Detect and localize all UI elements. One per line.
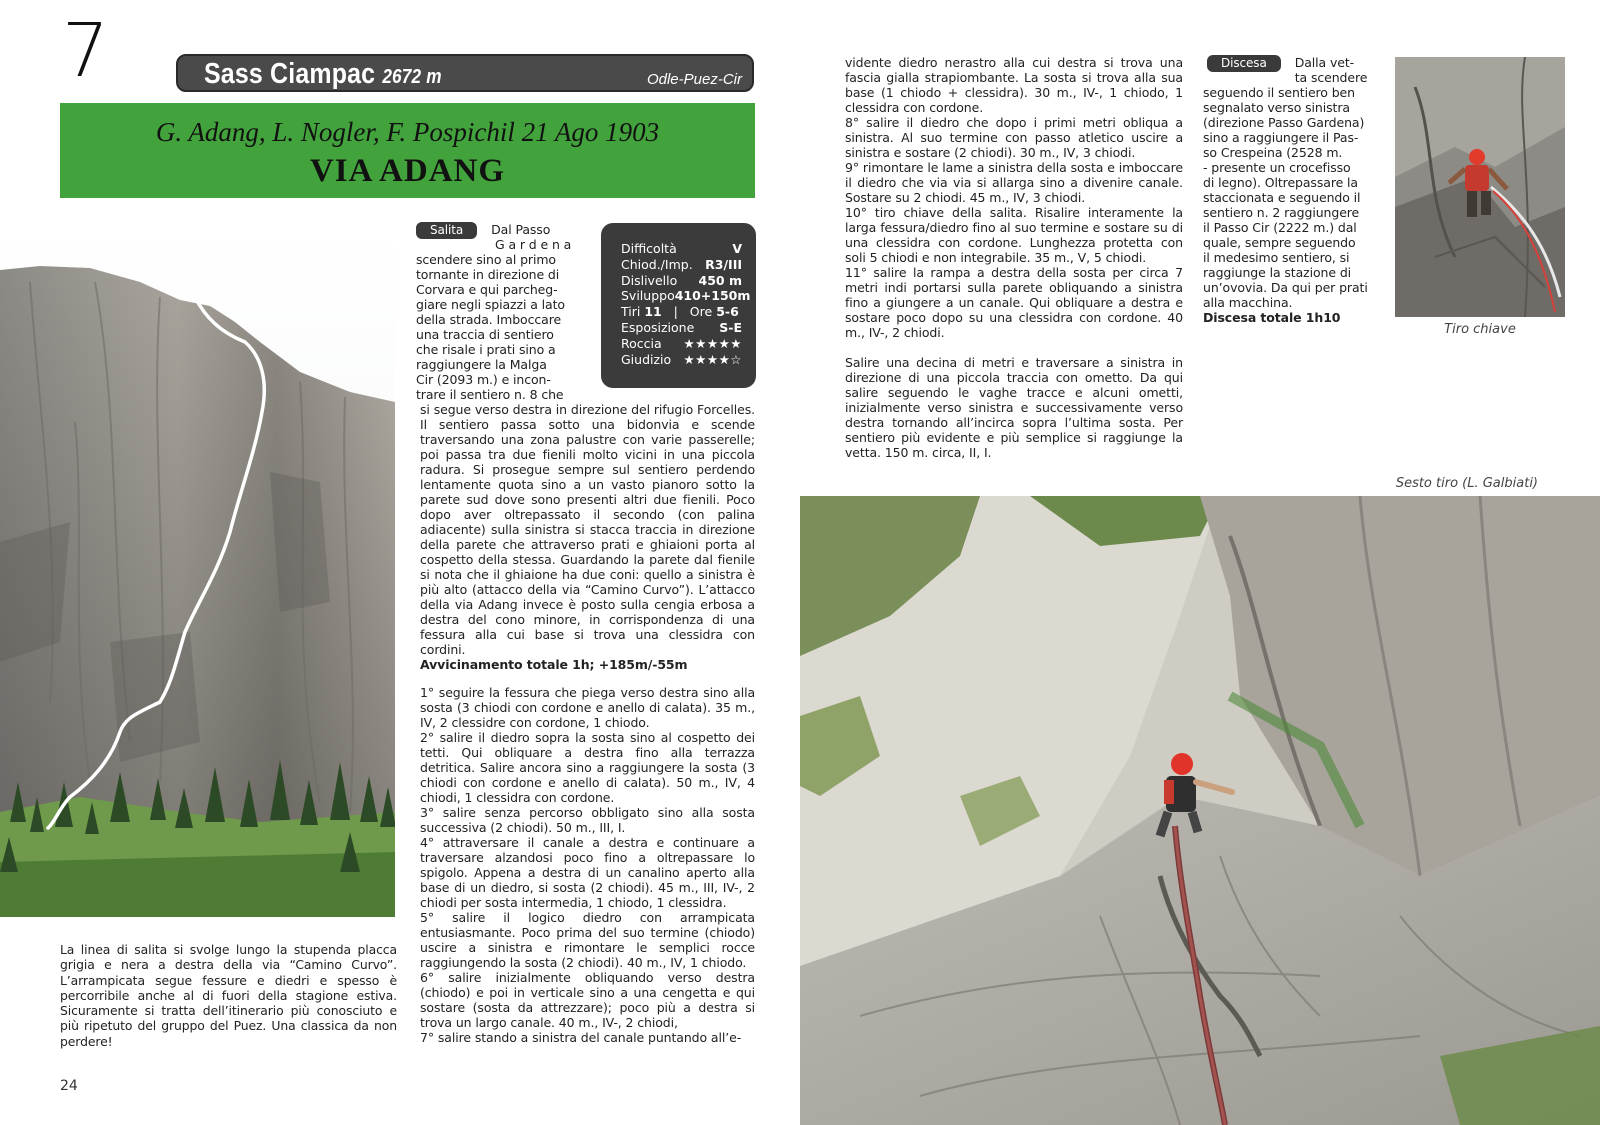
pitch-number: 5° — [420, 910, 435, 925]
discesa-column — [1203, 55, 1376, 325]
cliff-face-image — [0, 222, 395, 917]
page-number: 24 — [60, 1078, 78, 1094]
salita-line: che risale i prati sino a — [416, 342, 556, 357]
pitch-item — [845, 160, 1183, 205]
discesa-line: quale, sempre seguendo — [1203, 235, 1356, 250]
pitch-text: salire il diedro sopra la sosta sino al cospetto dei tetti. Qui obliquare a destra fino alla terrazza detritica. Salire ancora sino a raggiungere la sosta (3 chiodi con cordone e anello di calata). 50 m., IV, 4 chiodi, 1 clessidra con cordone. — [420, 730, 755, 805]
info-label: Esposizione — [621, 319, 695, 335]
info-value: 410+150m — [674, 288, 751, 304]
key-pitch-caption: Tiro chiave — [1444, 322, 1516, 337]
discesa-line: so Crespeina (2528 m. — [1203, 145, 1343, 160]
key-pitch-image — [1395, 57, 1565, 317]
pitch-number: 8° — [845, 115, 860, 130]
salita-line: Corvara e qui parcheg- — [416, 282, 558, 297]
discesa-line: segnalato verso sinistra — [1203, 100, 1350, 115]
info-value: S-E — [719, 319, 742, 335]
discesa-line: staccionata e seguendo il — [1203, 190, 1361, 205]
pitch-number: 3° — [420, 805, 435, 820]
route-description: La linea di salita si svolge lungo la stupenda placca grigia e nera a destra della via “Camino Curvo”. L’arrampicata segue fessure e diedri e spesso è percorribile anche al di fuori della stagione estiva. Sicuramente si tratta dell’itinerario più conosciuto e più ripetuto del gruppo del Puez. Una classica da non perdere! — [60, 942, 397, 1049]
pitch-text: tiro chiave della salita. Risalire interamente la larga fessura/diedro fino al suo termine e sostare su di una clessidra con cordone. Lunghezza protetta con soli 5 chiodi e non integrabile. 35 m., V, 5 chiodi. — [845, 205, 1183, 265]
info-row-length — [621, 288, 751, 304]
info-value: V — [732, 241, 742, 256]
pitch-item — [420, 730, 755, 805]
peak-altitude: 2672 m — [382, 66, 442, 88]
info-row-elevation-gain — [621, 273, 742, 289]
pitch-number: 11° — [845, 265, 867, 280]
info-label: Roccia — [621, 335, 662, 351]
route-header-band — [60, 103, 755, 198]
pitch-item — [420, 805, 755, 835]
salita-line: Cir (2093 m.) e incon- — [416, 372, 551, 387]
pitch-number: 7° — [420, 1030, 435, 1045]
discesa-line: Dalla vet- — [1294, 55, 1355, 70]
pitch-text: salire senza percorso obbligato sino alla sosta successiva (2 chiodi). 50 m., III, I. — [420, 805, 755, 835]
discesa-line: (direzione Passo Gardena) — [1203, 115, 1365, 130]
key-pitch-photo — [1395, 57, 1565, 317]
pitch-text: salire stando a sinistra del canale puntando all’e- — [434, 1030, 742, 1045]
info-value: 11 — [644, 304, 662, 320]
info-row-pitches-hours — [621, 304, 742, 320]
route-number: 7 — [62, 8, 110, 94]
approach-text: si segue verso destra in direzione del rifugio Forcelles. Il sentiero passa sotto una bidonvia e scende traversando una zona palustre con varie passerelle; poi passa tra due fienili molto vicini in una piccola radura. Si prosegue sempre sul sentiero perdendo lentamente quota sino a un vasto pianoro sotto la parete sud dove sono presenti altri due fienili. Poco dopo aver oltrepassato il secondo (con palina adiacente) sulla sinistra si stacca traccia in direzione della parete che attraverso prati e ghiaioni porta al cospetto della stessa. Guardando la parete dal fienile si nota che il ghiaione ha due coni: quello a sinistra è più alto (attacco della via “Camino Curvo”). L’attacco della via Adang invece è posto sulla cengia erbosa a destra del cono minore, in corrispondenza di una fessura alla cui base si trova una clessidra con cordini. — [420, 402, 755, 657]
info-row-rating — [621, 352, 742, 368]
discesa-line: alla macchina. — [1203, 295, 1293, 310]
pitch-text: salire il diedro che dopo i primi metri obliqua a sinistra. Al suo termine con passo atletico uscire a sinistra e sostare (2 chiodi). 30 m., IV, 3 chiodi. — [845, 115, 1183, 160]
peak-name: Sass Ciampac — [204, 58, 376, 90]
pitch-item — [845, 265, 1183, 340]
discesa-line: sino a raggiungere il Pas- — [1203, 130, 1359, 145]
pitch-item — [420, 835, 755, 910]
first-ascent-authors: G. Adang, L. Nogler, F. Pospichil 21 Ago 1903 — [155, 117, 660, 147]
info-separator: | — [673, 304, 678, 320]
route-name: VIA ADANG — [309, 153, 506, 189]
info-label: Ore — [689, 304, 713, 320]
salita-line: della strada. Imboccare — [416, 312, 562, 327]
discesa-line: - presente un crocefisso — [1203, 160, 1351, 175]
pitch-number: 1° — [420, 685, 435, 700]
salita-line: giare negli spiazzi a lato — [416, 297, 565, 312]
salita-line: Dal Passo — [491, 222, 551, 237]
info-value: 450 m — [698, 272, 742, 288]
discesa-line: un’ovovia. Da qui per prati — [1203, 280, 1368, 295]
info-value: 5-6 — [716, 304, 739, 320]
info-row-rock — [621, 336, 742, 352]
info-row-exposure — [621, 320, 742, 336]
salita-line: tornante in direzione di — [416, 267, 560, 282]
discesa-line: il Passo Cir (2222 m.) dal — [1203, 220, 1357, 235]
info-label: Difficoltà — [621, 241, 677, 256]
pitches-list-right — [845, 55, 1183, 460]
approach-total: Avvicinamento totale 1h; +185m/-55m — [420, 657, 688, 672]
info-label: Chiod./Imp. — [621, 256, 693, 272]
pitch-text: salire inizialmente obliquando verso destra (chiodo) e poi in verticale sino a una cengetta e qui sostare (sosta da attrezzare); poco più a destra si trova un largo canale. 40 m., IV-, 2 chiodi, — [420, 970, 755, 1030]
info-label: Dislivello — [621, 272, 678, 288]
pitch-number: 6° — [420, 970, 435, 985]
sixth-pitch-photo — [800, 496, 1600, 1125]
pitch-number: 9° — [845, 160, 860, 175]
salita-tag: Salita — [416, 222, 477, 239]
rating-stars: ★★★★☆ — [683, 351, 742, 367]
discesa-line: ta scendere — [1294, 70, 1368, 85]
info-label: Tiri — [621, 304, 641, 320]
pitch-item — [845, 115, 1183, 160]
info-label: Giudizio — [621, 351, 672, 367]
pitch-text: seguire la fessura che piega verso destra sino alla sosta (3 chiodi con cordone e anello di calata). 35 m., IV, 2 clessidre con cordone, 1 chiodo. — [420, 685, 755, 730]
discesa-line: sentiero n. 2 raggiungere — [1203, 205, 1360, 220]
rating-stars: ★★★★★ — [683, 335, 742, 351]
salita-line: trare il sentiero n. 8 che — [416, 387, 564, 402]
pitch-number: 4° — [420, 835, 435, 850]
pitch-continuation: vidente diedro nerastro alla cui destra si trova una fascia gialla strapiombante. La sosta si trova alla sua base (1 chiodo + clessidra). 30 m., IV-, 1 chiodo, 1 clessidra con cordone. — [845, 55, 1183, 115]
pitch-number: 2° — [420, 730, 435, 745]
info-row-protection — [621, 257, 742, 273]
pitch-item — [420, 685, 755, 730]
pitch-item — [420, 970, 755, 1030]
salita-line: una traccia di sentiero — [416, 327, 554, 342]
discesa-line: il medesimo sentiero, si — [1203, 250, 1350, 265]
discesa-line: di legno). Oltrepassare la — [1203, 175, 1358, 190]
salita-column — [416, 222, 584, 402]
title-bar — [176, 54, 754, 92]
pitch-text: salire la rampa a destra della sosta per circa 7 metri indi portarsi sulla parete obliquando a sinistra fino a giungere a un canale. Qui obliquare a destra e sostare poco dopo su una clessidra con cordone. 40 m., IV-, 2 chiodi. — [845, 265, 1183, 340]
approach-section — [420, 402, 755, 672]
info-row-difficulty — [621, 241, 742, 257]
pitch-number: 10° — [845, 205, 867, 220]
pitch-text: salire il logico diedro con arrampicata entusiasmante. Poco prima del suo termine (chiodo) uscire a sinistra e rimontare le semplici rocce raggiungendo la sosta (2 chiodi). 40 m., IV, 1 chiodo. — [420, 910, 755, 970]
summit-section: Salire una decina di metri e traversare a sinistra in direzione di una piccola traccia con ometto. Da qui salire seguendo le vaghe tracce e alcuni ometti, inizialmente verso sinistra e successivamente verso destra tornando all’incirca sopra l’ultima sosta. Per sentiero più evidente e più semplice si raggiunge la vetta. 150 m. circa, II, I. — [845, 355, 1183, 460]
discesa-line: seguendo il sentiero ben — [1203, 85, 1355, 100]
discesa-tag: Discesa — [1207, 55, 1281, 72]
pitch-text: attraversare il canale a destra e continuare a traversare alzandosi poco fino a oltrepassare lo spigolo. Appena a destra di un canalino aperto alla base di un diedro, si sosta (2 chiodi). 45 m., III, IV-, 2 chiodi per sosta intermedia, 1 chiodo, 1 clessidra. — [420, 835, 755, 910]
mountain-group: Odle-Puez-Cir — [646, 71, 742, 88]
discesa-total: Discesa totale 1h10 — [1203, 310, 1341, 325]
pitches-list-left — [420, 685, 755, 1045]
salita-line: raggiungere la Malga — [416, 357, 547, 372]
pitch-item — [845, 205, 1183, 265]
sixth-pitch-image — [800, 496, 1600, 1125]
discesa-line: raggiunge la stazione di — [1203, 265, 1352, 280]
pitch-item — [420, 1030, 755, 1045]
pitch-item — [420, 910, 755, 970]
route-info-box — [601, 223, 756, 388]
salita-line: scendere sino al primo — [416, 252, 556, 267]
peak-title — [204, 58, 442, 91]
salita-line: G a r d e n a — [495, 237, 572, 252]
cliff-face-photo — [0, 222, 395, 917]
info-label: Sviluppo — [621, 288, 675, 304]
info-value: R3/III — [705, 256, 742, 272]
pitch-text: rimontare le lame a sinistra della sosta e imboccare il diedro che via via si allarga sino a divenire canale. Sostare su 2 chiodi. 45 m., IV, 3 chiodi. — [845, 160, 1183, 205]
sixth-pitch-caption: Sesto tiro (L. Galbiati) — [1395, 476, 1538, 491]
